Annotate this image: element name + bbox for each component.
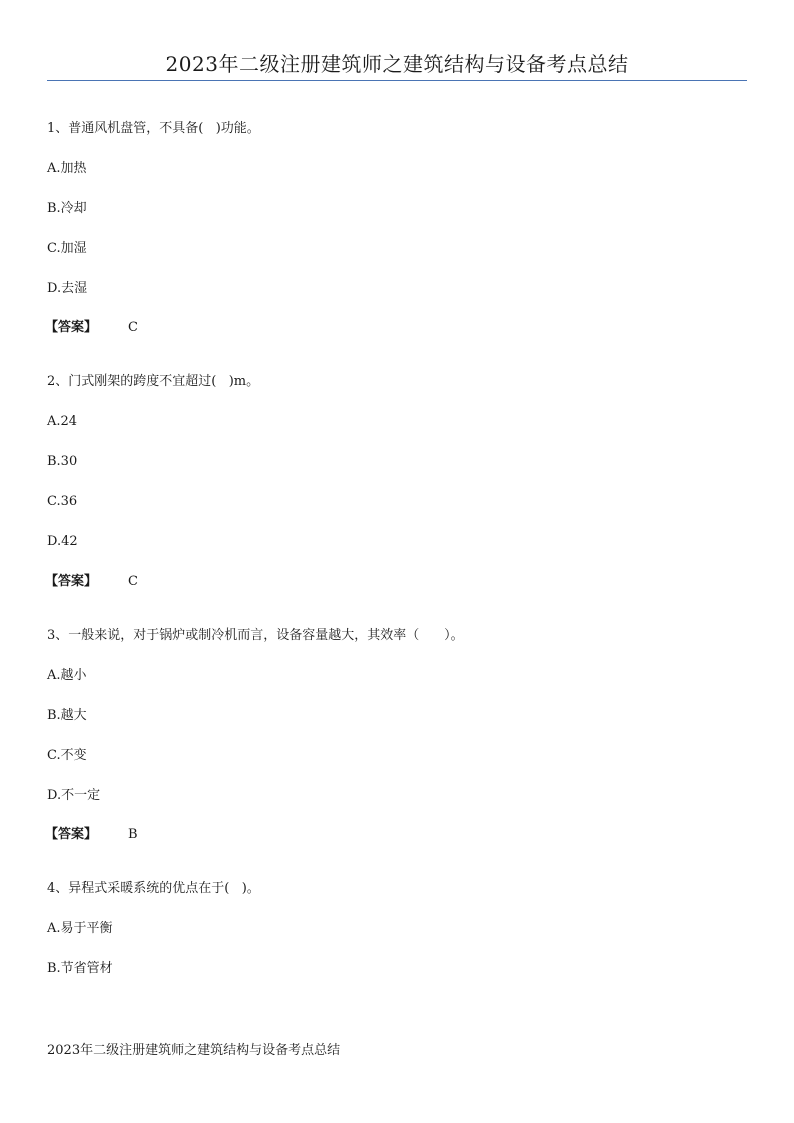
question-2-stem: 2、门式刚架的跨度不宜超过( )m。 xyxy=(47,374,260,389)
question-1-answer-label: 【答案】 xyxy=(45,320,98,335)
question-3-answer-value: B xyxy=(128,827,138,842)
question-4-option-b: B.节省管材 xyxy=(47,961,113,976)
question-2-option-d: D.42 xyxy=(47,534,78,549)
question-1-option-d: D.去湿 xyxy=(47,281,88,296)
question-3-stem: 3、一般来说，对于锅炉或制冷机而言，设备容量越大，其效率（ ）。 xyxy=(47,628,464,643)
question-1-option-b: B.冷却 xyxy=(47,201,87,216)
page-header-title: 2023年二级注册建筑师之建筑结构与设备考点总结 xyxy=(165,52,629,76)
question-3-option-c: C.不变 xyxy=(47,748,87,763)
question-2-option-b: B.30 xyxy=(47,454,78,469)
question-2-answer-label: 【答案】 xyxy=(45,574,98,589)
question-4-option-a: A.易于平衡 xyxy=(47,921,113,936)
question-1-option-a: A.加热 xyxy=(47,161,87,176)
question-3-option-b: B.越大 xyxy=(47,708,87,723)
question-2-option-c: C.36 xyxy=(47,494,78,509)
header-divider xyxy=(47,80,747,81)
question-4-stem: 4、异程式采暖系统的优点在于( )。 xyxy=(47,881,260,896)
question-3-option-d: D.不一定 xyxy=(47,788,101,803)
question-1-stem: 1、普通风机盘管，不具备( )功能。 xyxy=(47,121,260,136)
page-footer-title: 2023年二级注册建筑师之建筑结构与设备考点总结 xyxy=(47,1043,341,1058)
question-3-option-a: A.越小 xyxy=(47,668,87,683)
question-3-answer-label: 【答案】 xyxy=(45,827,98,842)
question-1-answer-value: C xyxy=(128,320,138,335)
question-2-answer-value: C xyxy=(128,574,138,589)
question-1-option-c: C.加湿 xyxy=(47,241,87,256)
question-2-option-a: A.24 xyxy=(47,414,78,429)
